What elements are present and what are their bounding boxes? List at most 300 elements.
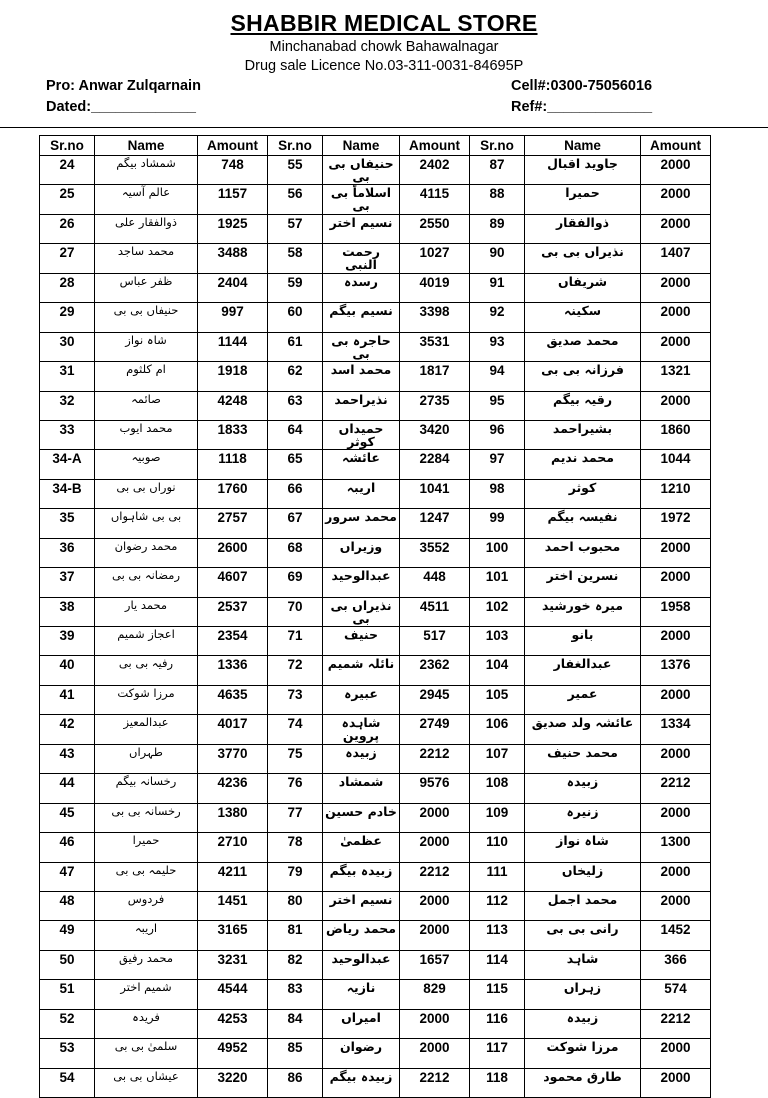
name-cell: محمد ساجد [95,244,198,273]
serial-number-cell: 55 [268,156,323,185]
serial-number-cell: 111 [470,862,525,891]
amount-cell: 2354 [198,627,268,656]
name-cell: شمیم اختر [95,980,198,1009]
serial-number-cell: 34-B [40,479,95,508]
name-cell: نفیسہ بیگم [525,509,641,538]
serial-number-cell: 30 [40,332,95,361]
amount-cell: 2212 [641,1009,711,1038]
name-cell: محمد حنیف [525,744,641,773]
amount-cell: 1760 [198,479,268,508]
store-address: Minchanabad chowk Bahawalnagar [269,39,499,55]
name-cell: شاہ نواز [525,833,641,862]
name-cell: رضوان [323,1039,400,1068]
amount-cell: 829 [400,980,470,1009]
table-row [40,509,711,538]
name-cell: زبیدہ [525,774,641,803]
amount-cell: 1376 [641,656,711,685]
amount-cell: 2212 [641,774,711,803]
serial-number-cell: 38 [40,597,95,626]
serial-number-cell: 58 [268,244,323,273]
serial-number-cell: 105 [470,685,525,714]
name-cell: حنیف [323,627,400,656]
amount-cell: 2749 [400,715,470,744]
serial-number-cell: 28 [40,273,95,302]
amount-cell: 2000 [641,1039,711,1068]
serial-number-cell: 44 [40,774,95,803]
table-row [40,774,711,803]
name-cell: اریبہ [95,921,198,950]
table-row [40,273,711,302]
name-cell: محمد اجمل [525,891,641,920]
serial-number-cell: 45 [40,803,95,832]
amount-cell: 2600 [198,538,268,567]
name-cell: بانو [525,627,641,656]
amount-cell: 3420 [400,420,470,449]
serial-number-cell: 102 [470,597,525,626]
amount-cell: 2212 [400,1068,470,1097]
amount-cell: 1157 [198,185,268,214]
amount-cell: 4607 [198,568,268,597]
amount-cell: 2284 [400,450,470,479]
serial-number-cell: 46 [40,833,95,862]
serial-number-cell: 39 [40,627,95,656]
table-row [40,538,711,567]
name-cell: شمشاد بیگم [95,156,198,185]
amount-cell: 2000 [641,538,711,567]
table-header-row [40,136,711,156]
serial-number-cell: 77 [268,803,323,832]
serial-number-cell: 87 [470,156,525,185]
serial-number-cell: 103 [470,627,525,656]
dated-field: Dated:_____________ [46,99,196,115]
name-cell: مرزا شوکت [525,1039,641,1068]
name-cell: محمد ریاض [323,921,400,950]
amount-cell: 2000 [641,803,711,832]
name-cell: نسرین اختر [525,568,641,597]
serial-number-cell: 37 [40,568,95,597]
serial-number-cell: 90 [470,244,525,273]
name-cell: عائشہ [323,450,400,479]
amount-cell: 3398 [400,303,470,332]
name-cell: عظمیٰ [323,833,400,862]
amount-cell: 2000 [400,1009,470,1038]
name-cell: نوراں بی بی [95,479,198,508]
serial-number-cell: 100 [470,538,525,567]
amount-cell: 1451 [198,891,268,920]
serial-number-cell: 109 [470,803,525,832]
amount-cell: 1918 [198,362,268,391]
name-cell: کوثر [525,479,641,508]
amount-cell: 2000 [400,803,470,832]
amount-cell: 1925 [198,214,268,243]
column-header: Name [525,136,641,156]
column-header: Sr.no [470,136,525,156]
amount-cell: 1210 [641,479,711,508]
name-cell: عبدالوحید [323,568,400,597]
serial-number-cell: 66 [268,479,323,508]
name-cell: طارق محمود [525,1068,641,1097]
serial-number-cell: 92 [470,303,525,332]
name-cell: عیشاں بی بی [95,1068,198,1097]
amount-cell: 2000 [641,156,711,185]
amount-cell: 1860 [641,420,711,449]
amount-cell: 1027 [400,244,470,273]
name-cell: زنیرہ [525,803,641,832]
serial-number-cell: 51 [40,980,95,1009]
serial-number-cell: 93 [470,332,525,361]
name-cell: بی بی شاہواں [95,509,198,538]
proprietor: Pro: Anwar Zulqarnain [46,78,201,94]
table-row [40,1039,711,1068]
table-row [40,362,711,391]
serial-number-cell: 52 [40,1009,95,1038]
serial-number-cell: 50 [40,950,95,979]
column-header: Amount [641,136,711,156]
name-cell: عائشہ ولد صدیق [525,715,641,744]
table-row [40,1068,711,1097]
serial-number-cell: 33 [40,420,95,449]
amount-cell: 2000 [641,568,711,597]
name-cell: فردوس [95,891,198,920]
table-row [40,185,711,214]
name-cell: محمد صدیق [525,332,641,361]
amount-cell: 3231 [198,950,268,979]
serial-number-cell: 118 [470,1068,525,1097]
column-header: Sr.no [268,136,323,156]
name-cell: عبیرہ [323,685,400,714]
name-cell: نذیراں بی بی [323,597,400,626]
serial-number-cell: 64 [268,420,323,449]
serial-number-cell: 56 [268,185,323,214]
amount-cell: 1334 [641,715,711,744]
amount-cell: 2000 [641,391,711,420]
serial-number-cell: 78 [268,833,323,862]
serial-number-cell: 29 [40,303,95,332]
serial-number-cell: 36 [40,538,95,567]
name-cell: شمشاد [323,774,400,803]
name-cell: حمیرا [95,833,198,862]
amount-cell: 2000 [641,332,711,361]
serial-number-cell: 41 [40,685,95,714]
table-row [40,803,711,832]
name-cell: حاجرہ بی بی [323,332,400,361]
name-cell: عبدالغفار [525,656,641,685]
name-cell: نذیراں بی بی [525,244,641,273]
name-cell: سکینہ [525,303,641,332]
licence-number: Drug sale Licence No.03-311-0031-84695P [244,58,524,74]
serial-number-cell: 114 [470,950,525,979]
table-row [40,568,711,597]
column-header: Name [323,136,400,156]
amount-cell: 1657 [400,950,470,979]
amount-cell: 4115 [400,185,470,214]
amount-cell: 2000 [641,744,711,773]
serial-number-cell: 70 [268,597,323,626]
serial-number-cell: 27 [40,244,95,273]
name-cell: رسدہ [323,273,400,302]
name-cell: امیراں [323,1009,400,1038]
table-body [40,156,711,1098]
ref-field: Ref#:_____________ [511,99,653,115]
amount-cell: 2710 [198,833,268,862]
name-cell: حمیرا [525,185,641,214]
serial-number-cell: 60 [268,303,323,332]
name-cell: اسلاماً بی بی [323,185,400,214]
serial-number-cell: 89 [470,214,525,243]
amount-cell: 2000 [641,273,711,302]
amount-cell: 1452 [641,921,711,950]
amount-cell: 2757 [198,509,268,538]
table-row [40,450,711,479]
serial-number-cell: 67 [268,509,323,538]
name-cell: فریدہ [95,1009,198,1038]
amount-cell: 1300 [641,833,711,862]
serial-number-cell: 82 [268,950,323,979]
table-row [40,891,711,920]
amount-cell: 2537 [198,597,268,626]
table-row [40,627,711,656]
name-cell: شاہ نواز [95,332,198,361]
table-row [40,332,711,361]
name-cell: نسیم اختر [323,891,400,920]
column-header: Sr.no [40,136,95,156]
table-row [40,214,711,243]
serial-number-cell: 97 [470,450,525,479]
serial-number-cell: 32 [40,391,95,420]
serial-number-cell: 24 [40,156,95,185]
serial-number-cell: 112 [470,891,525,920]
name-cell: میرہ خورشید [525,597,641,626]
serial-number-cell: 86 [268,1068,323,1097]
name-cell: صائمہ [95,391,198,420]
amount-cell: 1958 [641,597,711,626]
name-cell: محمد یار [95,597,198,626]
serial-number-cell: 26 [40,214,95,243]
amount-cell: 1247 [400,509,470,538]
name-cell: نذیراحمد [323,391,400,420]
amount-cell: 1407 [641,244,711,273]
serial-number-cell: 117 [470,1039,525,1068]
serial-number-cell: 47 [40,862,95,891]
name-cell: عمیر [525,685,641,714]
serial-number-cell: 85 [268,1039,323,1068]
name-cell: رحمت النبی [323,244,400,273]
name-cell: عبدالمعیز [95,715,198,744]
serial-number-cell: 25 [40,185,95,214]
name-cell: محمد ایوب [95,420,198,449]
name-cell: حمیداں کوثر [323,420,400,449]
name-cell: محمد ندیم [525,450,641,479]
table-row [40,744,711,773]
amount-cell: 2000 [400,833,470,862]
cell-number: Cell#:0300-75056016 [511,78,653,94]
serial-number-cell: 49 [40,921,95,950]
serial-number-cell: 59 [268,273,323,302]
serial-number-cell: 73 [268,685,323,714]
amount-cell: 2000 [641,1068,711,1097]
serial-number-cell: 84 [268,1009,323,1038]
sales-ledger-table [39,135,711,1098]
serial-number-cell: 42 [40,715,95,744]
amount-cell: 517 [400,627,470,656]
name-cell: محمد رضوان [95,538,198,567]
amount-cell: 2212 [400,744,470,773]
name-cell: رانی بی بی [525,921,641,950]
serial-number-cell: 53 [40,1039,95,1068]
name-cell: رمضانہ بی بی [95,568,198,597]
amount-cell: 4017 [198,715,268,744]
name-cell: رقیہ بیگم [525,391,641,420]
amount-cell: 3220 [198,1068,268,1097]
table-row [40,715,711,744]
amount-cell: 2000 [400,1039,470,1068]
name-cell: نائلہ شمیم [323,656,400,685]
amount-cell: 1833 [198,420,268,449]
amount-cell: 2000 [400,921,470,950]
amount-cell: 4248 [198,391,268,420]
amount-cell: 1321 [641,362,711,391]
serial-number-cell: 35 [40,509,95,538]
name-cell: نسیم اختر [323,214,400,243]
serial-number-cell: 43 [40,744,95,773]
amount-cell: 1041 [400,479,470,508]
name-cell: بشیراحمد [525,420,641,449]
amount-cell: 9576 [400,774,470,803]
name-cell: شاہد [525,950,641,979]
amount-cell: 2000 [641,891,711,920]
name-cell: ذوالفقار [525,214,641,243]
table-row [40,833,711,862]
amount-cell: 2735 [400,391,470,420]
table-row [40,862,711,891]
name-cell: شاہدہ پروین [323,715,400,744]
name-cell: عبدالوحید [323,950,400,979]
name-cell: محمد سرور [323,509,400,538]
serial-number-cell: 110 [470,833,525,862]
amount-cell: 3770 [198,744,268,773]
name-cell: اریبہ [323,479,400,508]
name-cell: حلیمہ بی بی [95,862,198,891]
name-cell: رخسانہ بیگم [95,774,198,803]
name-cell: طہراں [95,744,198,773]
name-cell: رفیہ بی بی [95,656,198,685]
name-cell: سلمیٰ بی بی [95,1039,198,1068]
amount-cell: 3165 [198,921,268,950]
serial-number-cell: 68 [268,538,323,567]
table-row [40,597,711,626]
table-row [40,391,711,420]
name-cell: صوبیہ [95,450,198,479]
serial-number-cell: 62 [268,362,323,391]
serial-number-cell: 88 [470,185,525,214]
name-cell: نازیہ [323,980,400,1009]
table-row [40,156,711,185]
name-cell: زبیدہ [525,1009,641,1038]
amount-cell: 2000 [641,303,711,332]
amount-cell: 4211 [198,862,268,891]
amount-cell: 748 [198,156,268,185]
amount-cell: 3531 [400,332,470,361]
amount-cell: 2000 [641,214,711,243]
column-header: Amount [198,136,268,156]
table-row [40,479,711,508]
amount-cell: 4236 [198,774,268,803]
serial-number-cell: 107 [470,744,525,773]
column-header: Name [95,136,198,156]
amount-cell: 366 [641,950,711,979]
serial-number-cell: 54 [40,1068,95,1097]
serial-number-cell: 113 [470,921,525,950]
name-cell: اعجاز شمیم [95,627,198,656]
amount-cell: 4635 [198,685,268,714]
name-cell: حنیفاں بی بی [323,156,400,185]
serial-number-cell: 65 [268,450,323,479]
serial-number-cell: 104 [470,656,525,685]
name-cell: حنیفاں بی بی [95,303,198,332]
name-cell: ام کلثوم [95,362,198,391]
name-cell: محبوب احمد [525,538,641,567]
serial-number-cell: 106 [470,715,525,744]
name-cell: عالم آسیہ [95,185,198,214]
table-row [40,303,711,332]
serial-number-cell: 94 [470,362,525,391]
amount-cell: 4019 [400,273,470,302]
serial-number-cell: 34-A [40,450,95,479]
serial-number-cell: 40 [40,656,95,685]
amount-cell: 1380 [198,803,268,832]
serial-number-cell: 75 [268,744,323,773]
table-row [40,980,711,1009]
name-cell: وزیراں [323,538,400,567]
amount-cell: 2404 [198,273,268,302]
amount-cell: 2000 [641,185,711,214]
name-cell: رخسانہ بی بی [95,803,198,832]
amount-cell: 574 [641,980,711,1009]
name-cell: محمد اسد [323,362,400,391]
name-cell: جاوید اقبال [525,156,641,185]
serial-number-cell: 71 [268,627,323,656]
header-divider [0,127,768,128]
name-cell: نسیم بیگم [323,303,400,332]
table-row [40,685,711,714]
serial-number-cell: 95 [470,391,525,420]
name-cell: ذوالفقار علی [95,214,198,243]
serial-number-cell: 98 [470,479,525,508]
amount-cell: 4511 [400,597,470,626]
name-cell: زبیدہ بیگم [323,862,400,891]
amount-cell: 448 [400,568,470,597]
serial-number-cell: 116 [470,1009,525,1038]
serial-number-cell: 72 [268,656,323,685]
amount-cell: 4952 [198,1039,268,1068]
amount-cell: 2000 [641,685,711,714]
serial-number-cell: 76 [268,774,323,803]
serial-number-cell: 48 [40,891,95,920]
serial-number-cell: 83 [268,980,323,1009]
store-name: SHABBIR MEDICAL STORE [230,10,538,36]
amount-cell: 2550 [400,214,470,243]
serial-number-cell: 79 [268,862,323,891]
amount-cell: 2000 [400,891,470,920]
serial-number-cell: 115 [470,980,525,1009]
serial-number-cell: 81 [268,921,323,950]
name-cell: شریفاں [525,273,641,302]
serial-number-cell: 31 [40,362,95,391]
name-cell: خادم حسین [323,803,400,832]
amount-cell: 2000 [641,862,711,891]
serial-number-cell: 63 [268,391,323,420]
table-row [40,950,711,979]
